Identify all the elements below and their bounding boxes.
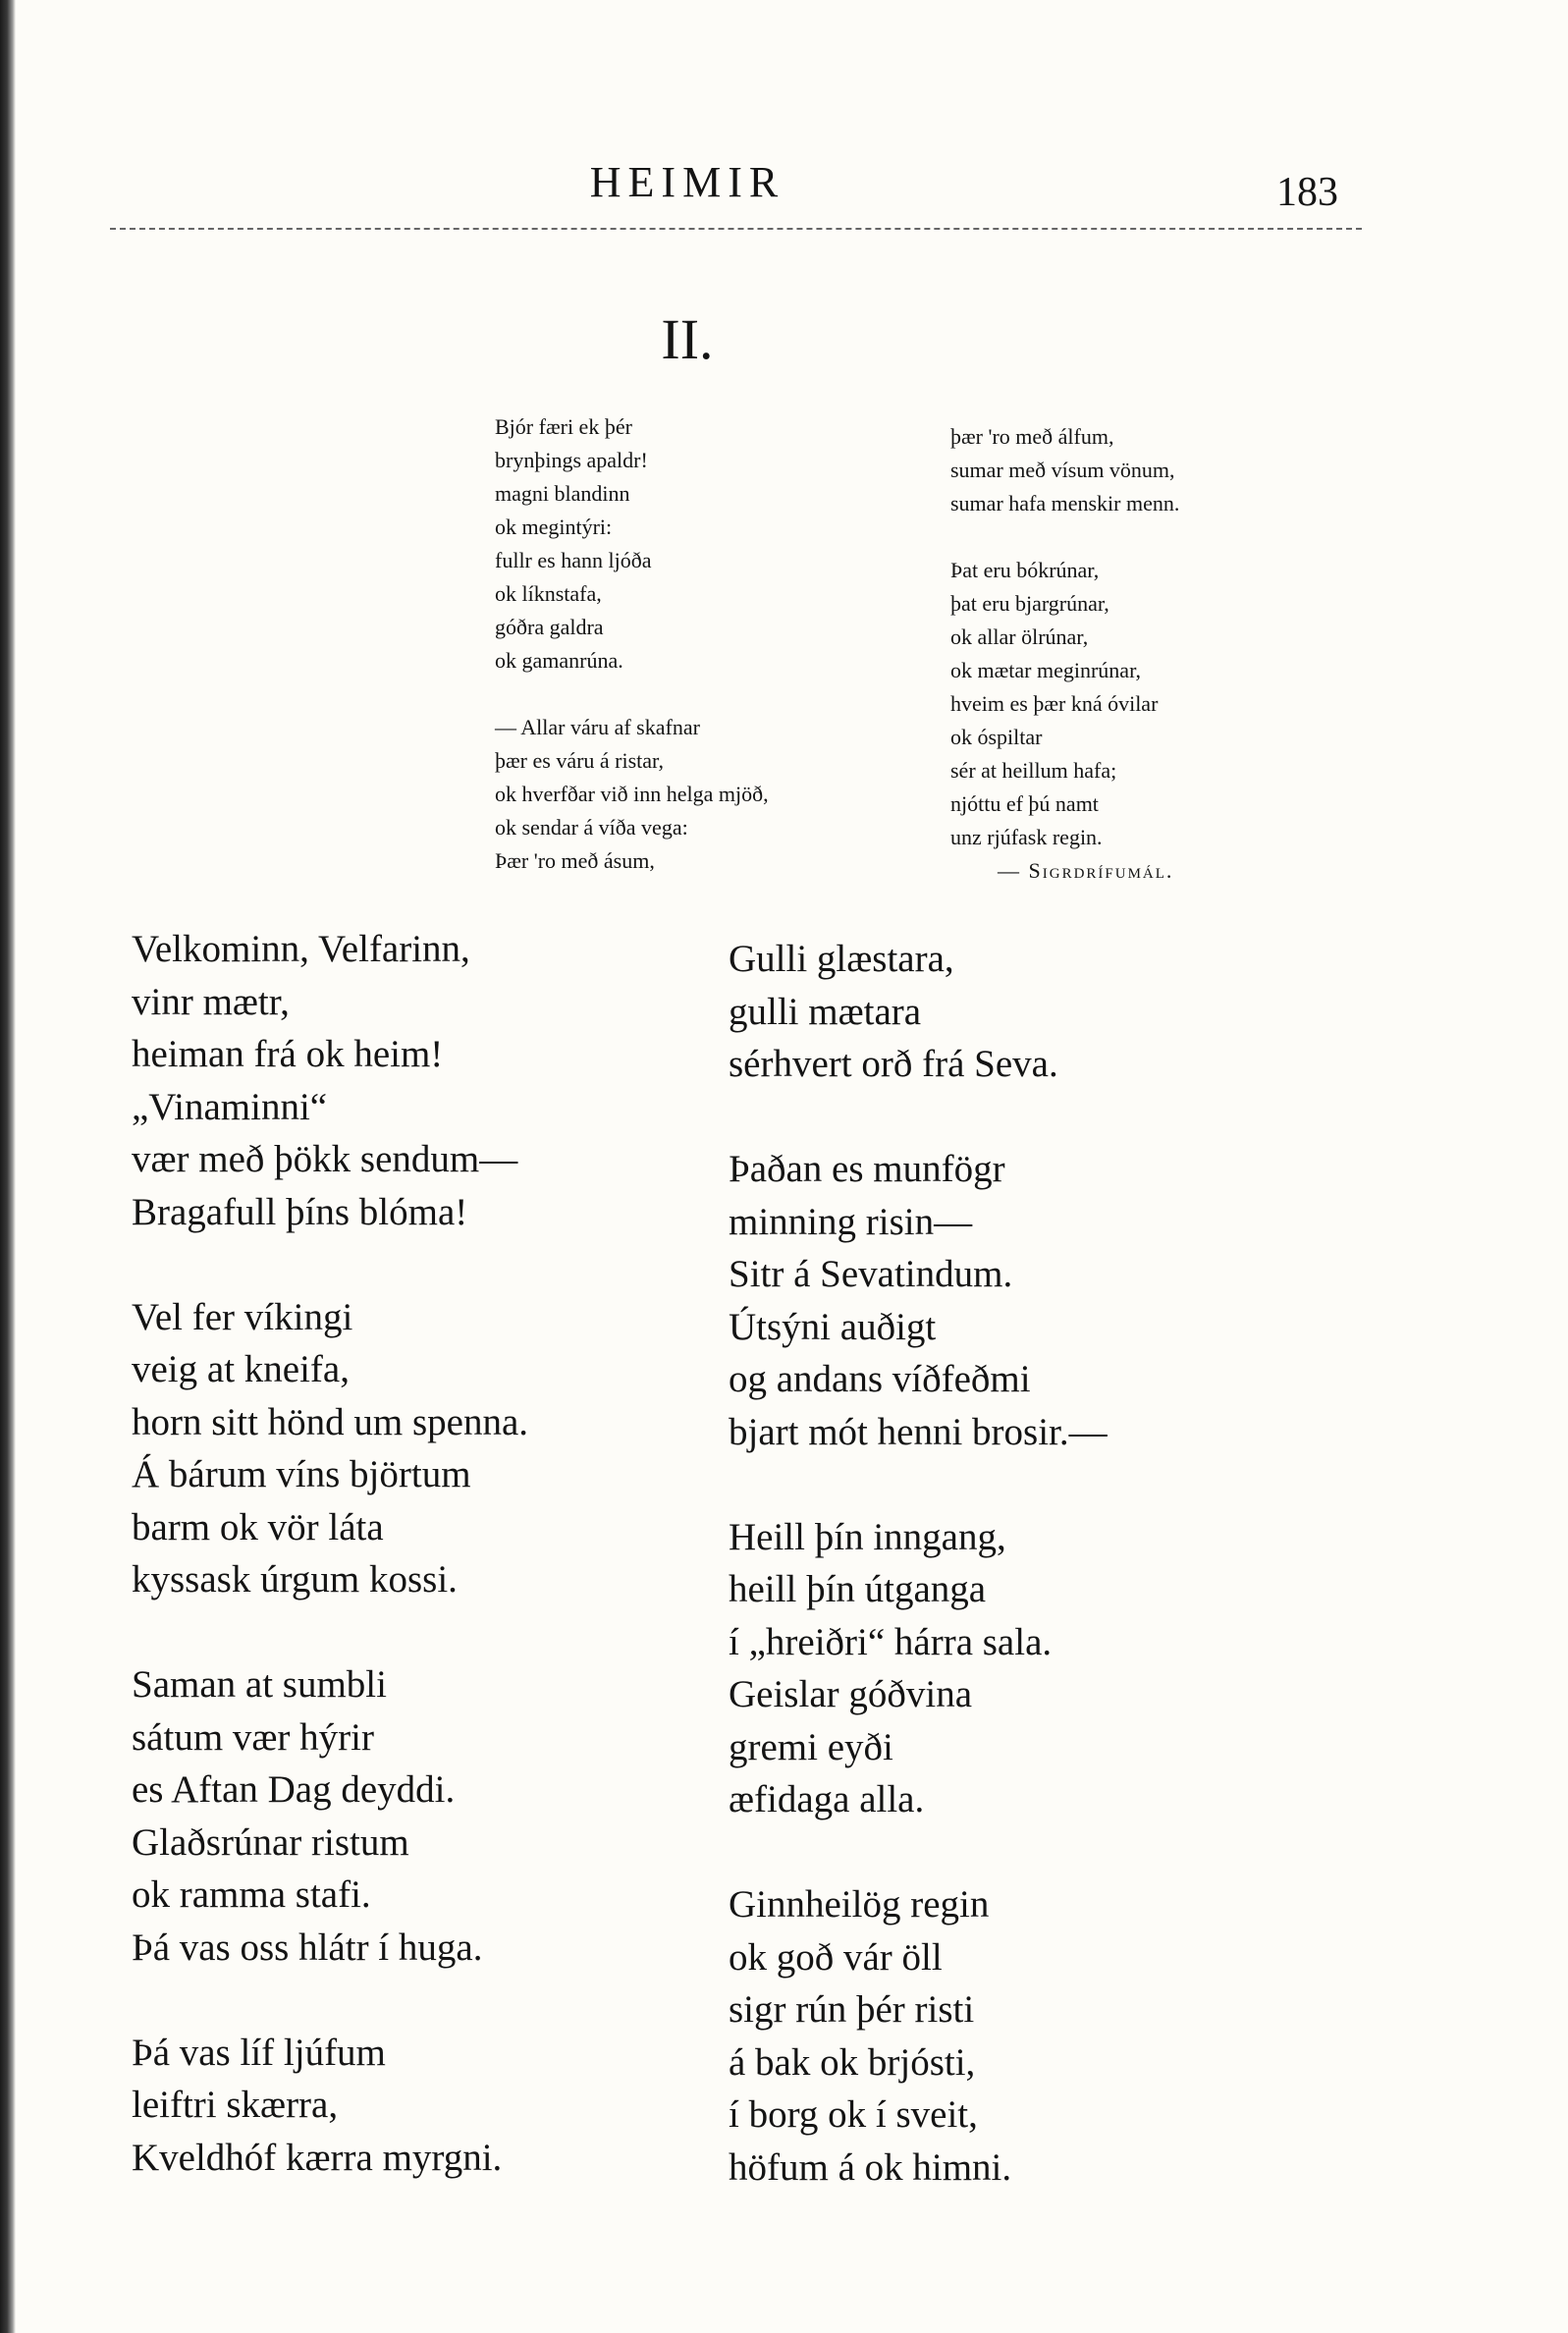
verse-line: sigr rún þér risti [729,1988,975,2031]
verse-line: horn sitt hönd um spenna. [132,1400,529,1443]
verse-line: Heill þín inngang, [729,1515,1006,1558]
verse-line: „Vinaminni“ [132,1085,328,1128]
verse-line: Saman at sumbli [132,1663,387,1706]
verse-line: sumar hafa menskir menn. [950,491,1180,515]
verse-line: Þá vas oss hlátr í huga. [132,1926,483,1969]
stanza-break [729,1458,1108,1511]
verse-line: sér at heillum hafa; [950,758,1117,783]
verse-line: og andans víðfeðmi [729,1358,1031,1400]
verse-line: hveim es þær kná óvilar [950,691,1159,716]
verse-line: í borg ok í sveit, [729,2093,978,2136]
verse-line: Útsýni auðigt [729,1305,937,1348]
verse-line: þat eru bjargrúnar, [950,591,1109,616]
verse-line: ok hverfðar við inn helga mjöð, [495,782,769,806]
verse-line: Þat eru bókrúnar, [950,558,1100,582]
epigraph-right-column [950,420,1179,888]
verse-line: ok allar ölrúnar, [950,624,1089,649]
verse-line: ok goð vár öll [729,1935,943,1979]
epigraph-attribution: — Sigrdrífumál. [998,858,1174,883]
verse-line: kyssask úrgum kossi. [132,1558,458,1601]
verse-line: ok ramma stafi. [132,1873,371,1916]
running-head-title: HEIMIR [589,158,785,206]
stanza-break [729,1826,1108,1879]
verse-line: vinr mætr, [132,980,290,1023]
verse-line: Þá vas líf ljúfum [132,2031,386,2074]
verse-line: minning risin— [729,1200,973,1243]
stanza-break [950,520,1179,554]
verse-line: Bragafull þíns blóma! [132,1190,468,1233]
verse-line: njóttu ef þú namt [950,791,1099,816]
verse-line: ok óspiltar [950,725,1043,749]
verse-line: sumar með vísum vönum, [950,458,1175,482]
epigraph-left-column [495,410,769,878]
verse-line: magni blandinn [495,481,630,506]
stanza-break [495,678,769,711]
verse-line: góðra galdra [495,615,604,639]
verse-line: á bak ok brjósti, [729,2040,976,2084]
verse-line: brynþings apaldr! [495,448,648,472]
verse-line: Sitr á Sevatindum. [729,1253,1013,1295]
verse-line: höfum á ok himni. [729,2145,1012,2189]
stanza-break [132,1238,528,1291]
verse-line: veig at kneifa, [132,1348,350,1390]
verse-line: unz rjúfask regin. [950,825,1103,849]
verse-line: ok mætar meginrúnar, [950,658,1142,682]
poem-right-column [729,933,1108,2194]
poem-left-column [132,923,528,2184]
section-number: II. [661,307,714,371]
verse-line: þær es váru á ristar, [495,748,665,773]
verse-line: Bjór færi ek þér [495,414,632,439]
verse-line: Geislar góðvina [729,1673,973,1715]
verse-line: Velkominn, Velfarinn, [132,928,470,970]
verse-line: heill þín útganga [729,1568,987,1610]
verse-line: æfidaga alla. [729,1778,925,1820]
verse-line: heiman frá ok heim! [132,1033,444,1075]
header-rule [110,228,1362,230]
verse-line: barm ok vör láta [132,1505,384,1548]
verse-line: Kveldhóf kærra myrgni. [132,2136,503,2179]
verse-line: ok líknstafa, [495,581,602,606]
verse-line: Gulli glæstara, [729,938,954,980]
verse-line: Þær 'ro með ásum, [495,848,655,873]
verse-line: fullr es hann ljóða [495,548,652,572]
verse-line: þær 'ro með álfum, [950,424,1114,449]
verse-line: vær með þökk sendum— [132,1138,518,1180]
verse-line: ok gamanrúna. [495,648,623,673]
verse-line: Þaðan es munfögr [729,1148,1005,1190]
verse-line: leiftri skærra, [132,2084,339,2126]
stanza-break [132,1974,528,2027]
stanza-break [729,1091,1108,1144]
verse-line: Á bárum víns björtum [132,1453,471,1495]
verse-line: ok sendar á víða vega: [495,815,688,840]
verse-line: Glaðsrúnar ristum [132,1820,409,1864]
verse-line: ok megintýri: [495,515,613,539]
verse-line: es Aftan Dag deyddi. [132,1768,456,1811]
stanza-break [132,1606,528,1659]
verse-line: bjart mót henni brosir.— [729,1410,1108,1453]
verse-line: gremi eyði [729,1725,893,1768]
verse-line: í „hreiðri“ hárra sala. [729,1620,1053,1663]
verse-line: Vel fer víkingi [132,1295,353,1338]
verse-line: Ginnheilög regin [729,1883,990,1926]
verse-line: sérhvert orð frá Seva. [729,1043,1058,1085]
verse-line: gulli mætara [729,990,922,1033]
verse-line: — Allar váru af skafnar [495,715,700,739]
page-number: 183 [1276,170,1338,215]
verse-line: sátum vær hýrir [132,1715,374,1759]
